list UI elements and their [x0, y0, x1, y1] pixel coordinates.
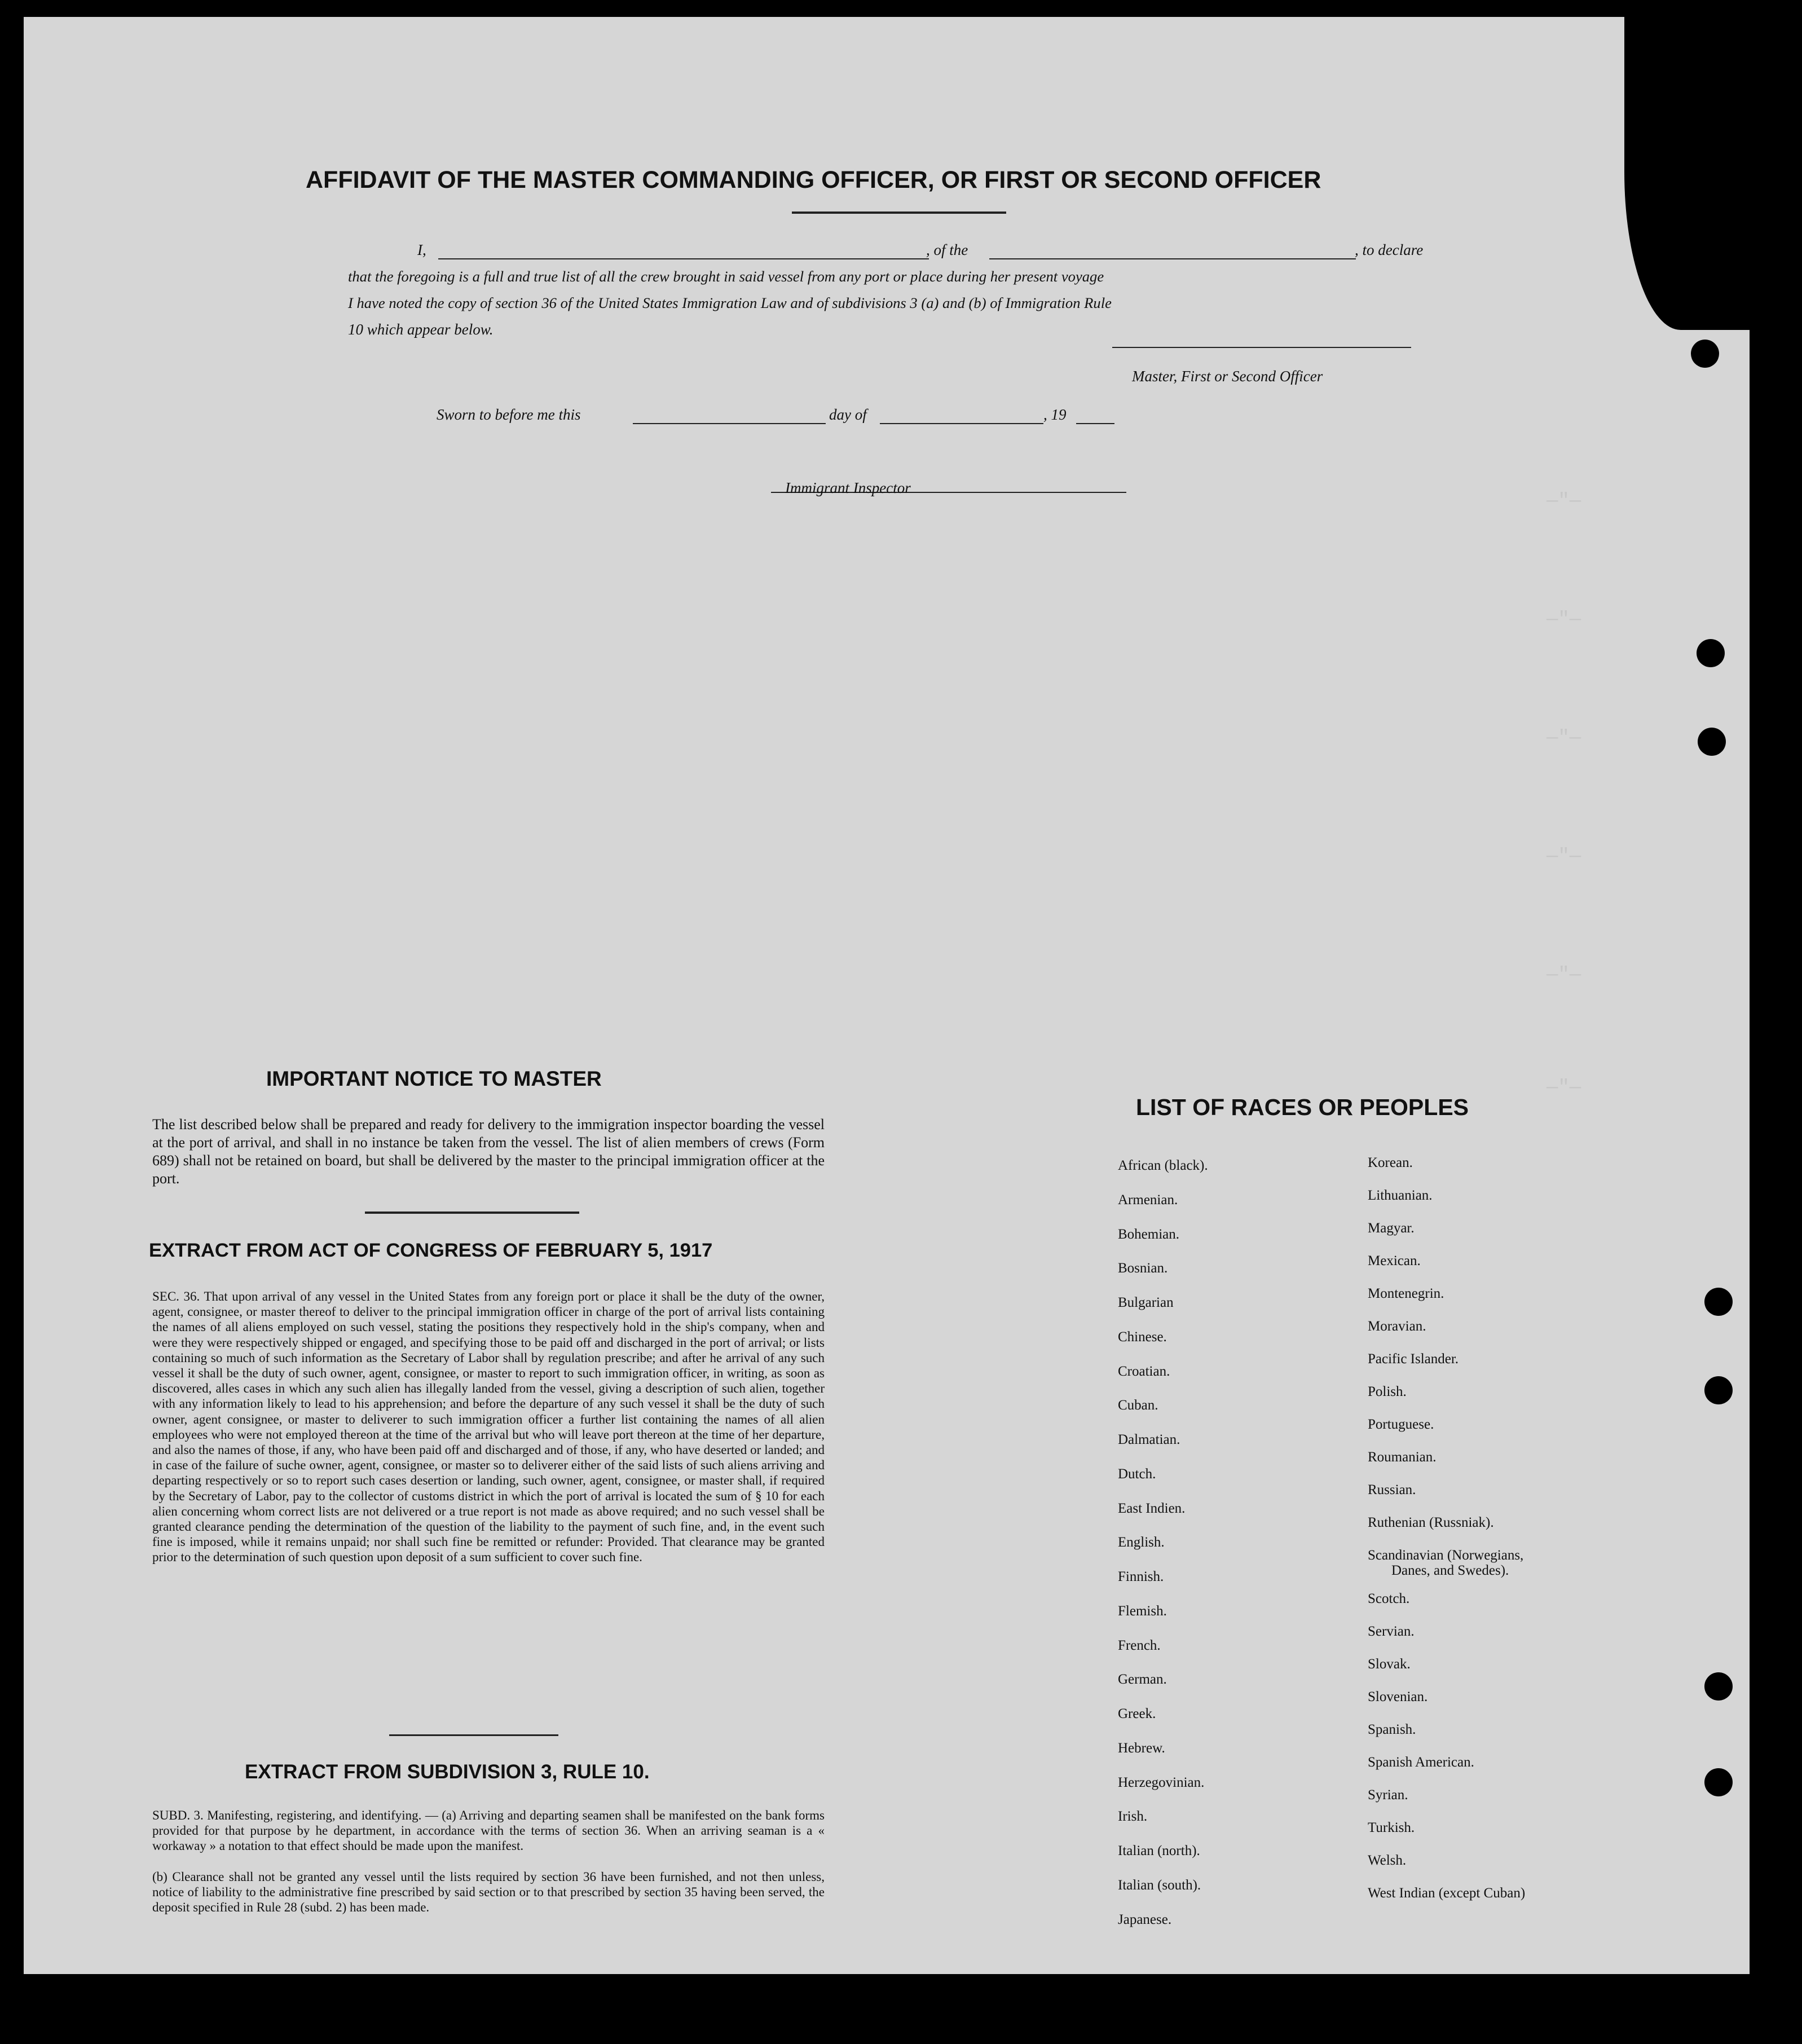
race-item: English.: [1118, 1535, 1165, 1550]
of-the-label: , of the: [926, 241, 968, 258]
notice-title: IMPORTANT NOTICE TO MASTER: [266, 1067, 602, 1090]
race-item: Flemish.: [1118, 1604, 1167, 1619]
act-title: EXTRACT FROM ACT OF CONGRESS OF FEBRUARY 5, 1917: [149, 1240, 713, 1261]
title-divider: [792, 212, 1006, 214]
bleed-through-text: —"—: [1547, 964, 1581, 986]
vessel-field[interactable]: [989, 258, 1356, 259]
name-field[interactable]: [438, 258, 929, 259]
to-declare-label: , to declare: [1355, 241, 1424, 258]
race-item: Herzegovinian.: [1118, 1775, 1205, 1790]
notice-divider: [365, 1212, 579, 1214]
i-label: I,: [417, 241, 426, 258]
sworn-month-field[interactable]: [880, 423, 1043, 424]
rule-text-b: (b) Clearance shall not be granted any vessel until the lists required by section 36 have been furnished, and not then unless, notice of liability to the administrative fine prescribed by said section or to that prescribed by section 35 having been served, the deposit specified in Rule 28 (subd. 2) has been made.: [152, 1870, 825, 1915]
bleed-through-text: —"—: [1547, 846, 1581, 867]
bleed-through-text: —"—: [1547, 491, 1581, 512]
race-item: Italian (south).: [1118, 1878, 1201, 1893]
race-item: Mexican.: [1368, 1253, 1421, 1268]
rule-text-a: SUBD. 3. Manifesting, registering, and identifying. — (a) Arriving and departing seamen shall be manifested on the bank forms provided for that purpose by he department, in accordance with the terms of section 36. When an arriving seaman is a « workaway » a notation to that effect should be made upon the manifest.: [152, 1808, 825, 1853]
inspector-label: Immigrant Inspector: [785, 479, 911, 496]
race-item: German.: [1118, 1672, 1167, 1687]
punch-hole: [1698, 728, 1726, 756]
race-item: Dutch.: [1118, 1466, 1156, 1482]
race-item: Armenian.: [1118, 1192, 1178, 1208]
race-item: Bohemian.: [1118, 1227, 1180, 1242]
act-divider: [389, 1734, 558, 1736]
race-item: Montenegrin.: [1368, 1286, 1444, 1301]
race-item: Roumanian.: [1368, 1450, 1437, 1465]
document-page: [24, 17, 1750, 1974]
race-item: Moravian.: [1368, 1319, 1426, 1334]
race-item: Cuban.: [1118, 1398, 1158, 1413]
act-text: SEC. 36. That upon arrival of any vessel in the United States from any foreign port or place it shall be the duty of the owner, agent, consignee, or master thereof to deliver to the principal immigration officer in charge of the port of arrival lists containing the names of all aliens employed on such vessel, stating the positions they respectively hold in the ship's company, when and were they were respectively shipped or engaged, and specifying those to be paid off and discharged in the port of arrival; or lists containing so much of such information as the Secretary of Labor shall by regulation prescribe; and after he arrival of any such vessel it shall be the duty of such owner, agent, consignee, or master to report to such immigration officer, in writing, as soon as discovered, alles cases in which any such alien has illegally landed from the vessel, giving a description of such alien, together with any information likely to lead to his apprehension; and before the departure of any such vessel it shall be the duty of such owner, agent consignee, or master to deliverer to such immigration officer a further list containing the names of all alien employees who were not employed thereon at the time of the arrival but who will leave port thereon at the time of her departure, and also the names of those, if any, who have been paid off and discharged and of those, if any, who have deserted or landed; and in case of the failure of suche owner, agent, consignee, or master so to deliverer either of the said lists of such aliens arriving and departing respectively or so to report such cases desertion or landing, such owner, agent, consignee, or master shall, if required by the Secretary of Labor, pay to the collector of customs district in which the port of arrival is located the sum of § 10 for each alien concerning whom correct lists are not delivered or a true report is not made as above required; and no such vessel shall be granted clearance pending the determination of the question of the liability to the payment of such fine, and, in the event such fine is imposed, while it remains unpaid; nor shall such fine be remitted or refunder: Provided. That clearance may be granted prior to the determination of such question upon deposit of a sum sufficient to cover such fine.: [152, 1289, 825, 1565]
race-item: Pacific Islander.: [1368, 1351, 1459, 1367]
race-item: Ruthenian (Russniak).: [1368, 1515, 1494, 1530]
race-item: Portuguese.: [1368, 1417, 1434, 1432]
race-item: African (black).: [1118, 1158, 1208, 1173]
punch-hole: [1704, 1768, 1733, 1796]
master-signature-label: Master, First or Second Officer: [1132, 368, 1323, 385]
race-item: Croatian.: [1118, 1364, 1170, 1379]
torn-corner: [1624, 14, 1802, 330]
affidavit-title: AFFIDAVIT OF THE MASTER COMMANDING OFFICER, OR FIRST OR SECOND OFFICER: [306, 166, 1321, 193]
master-signature-field[interactable]: [1112, 347, 1411, 348]
affidavit-body-line1: that the foregoing is a full and true list of all the crew brought in said vessel from any port or place during her present voyage: [348, 268, 1104, 285]
race-item: French.: [1118, 1638, 1161, 1653]
race-item: Italian (north).: [1118, 1843, 1200, 1858]
races-title: LIST OF RACES OR PEOPLES: [1136, 1094, 1469, 1120]
race-item: West Indian (except Cuban): [1368, 1886, 1526, 1901]
sworn-year-field[interactable]: [1076, 423, 1114, 424]
race-item: Slovak.: [1368, 1657, 1411, 1672]
race-item: Chinese.: [1118, 1329, 1167, 1345]
race-item: Finnish.: [1118, 1569, 1164, 1584]
race-item: Servian.: [1368, 1624, 1415, 1639]
race-item: Slovenian.: [1368, 1689, 1428, 1704]
race-item: Spanish American.: [1368, 1755, 1474, 1770]
race-item: Scotch.: [1368, 1591, 1410, 1606]
race-item: Greek.: [1118, 1706, 1156, 1721]
sworn-label: Sworn to before me this: [437, 406, 581, 423]
race-item: Turkish.: [1368, 1820, 1415, 1835]
bleed-through-text: —"—: [1547, 609, 1581, 631]
race-item: Spanish.: [1368, 1722, 1416, 1737]
punch-hole: [1697, 639, 1725, 667]
race-item: Syrian.: [1368, 1787, 1408, 1803]
bleed-through-text: —"—: [1547, 728, 1581, 749]
race-item: Danes, and Swedes).: [1391, 1563, 1509, 1578]
rule-title: EXTRACT FROM SUBDIVISION 3, RULE 10.: [245, 1761, 650, 1783]
race-item: Polish.: [1368, 1384, 1407, 1399]
punch-hole: [1704, 1672, 1733, 1701]
race-item: Lithuanian.: [1368, 1188, 1433, 1203]
year-label: , 19: [1043, 406, 1067, 423]
punch-hole: [1704, 1288, 1733, 1316]
race-item: Hebrew.: [1118, 1741, 1165, 1756]
race-item: Magyar.: [1368, 1221, 1415, 1236]
race-item: Irish.: [1118, 1809, 1148, 1824]
race-item: Russian.: [1368, 1482, 1416, 1497]
race-item: Korean.: [1368, 1155, 1413, 1170]
race-item: Bosnian.: [1118, 1261, 1168, 1276]
affidavit-body-line2: I have noted the copy of section 36 of the United States Immigration Law and of subdivisions 3 (a) and (b) of Immigration Rule: [348, 294, 1112, 311]
punch-hole: [1704, 1376, 1733, 1404]
punch-hole: [1691, 340, 1719, 368]
race-item: Welsh.: [1368, 1853, 1407, 1868]
affidavit-body-line3: 10 which appear below.: [348, 321, 494, 338]
race-item: Bulgarian: [1118, 1295, 1174, 1310]
sworn-day-field[interactable]: [633, 423, 826, 424]
day-of-label: day of: [829, 406, 867, 423]
race-item: Dalmatian.: [1118, 1432, 1180, 1447]
notice-text: The list described below shall be prepared and ready for delivery to the immigration inspector boarding the vessel at the port of arrival, and shall in no instance be taken from the vessel. The list of alien members of crews (Form 689) shall not be retained on board, but shall be delivered by the master to the principal immigration officer at the port.: [152, 1116, 825, 1187]
bleed-through-text: —"—: [1547, 1077, 1581, 1099]
race-item: East Indien.: [1118, 1501, 1186, 1516]
race-item: Scandinavian (Norwegians,: [1368, 1548, 1524, 1563]
race-item: Japanese.: [1118, 1912, 1172, 1927]
